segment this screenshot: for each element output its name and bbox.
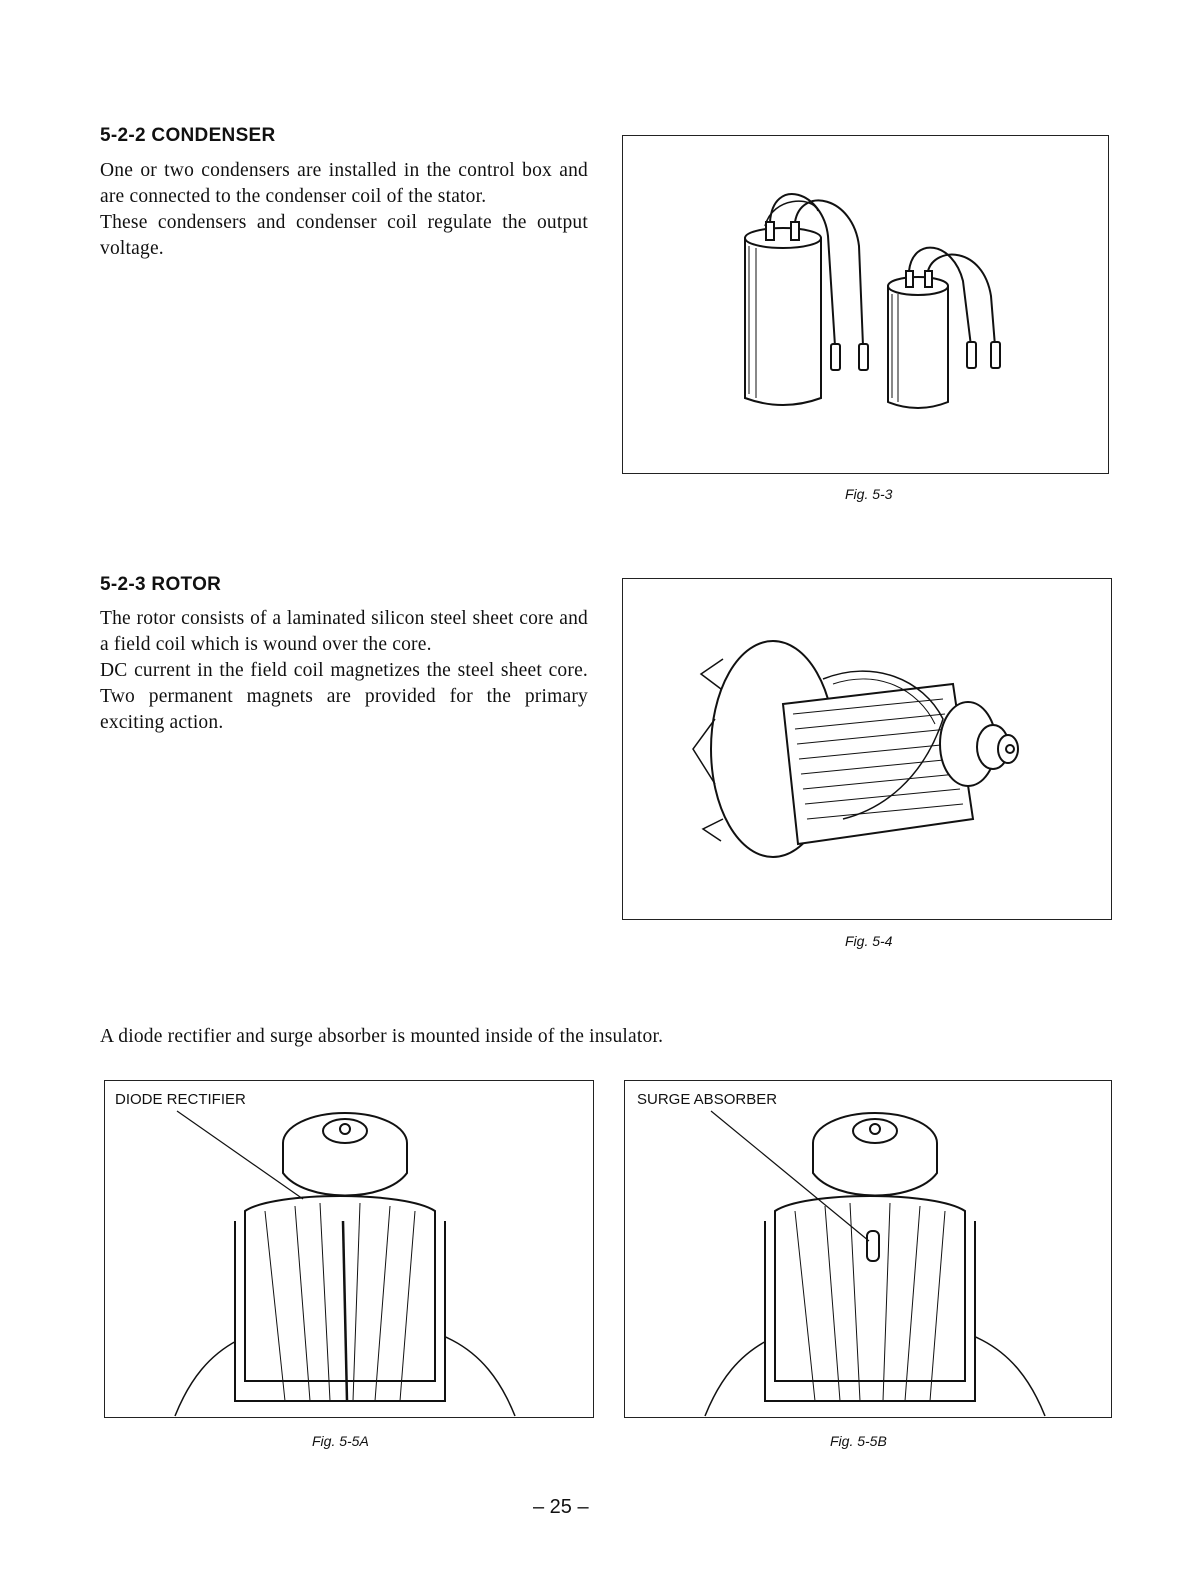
condenser-heading: 5-2-2 CONDENSER bbox=[100, 125, 276, 146]
condenser-paragraph-1: One or two condensers are installed in the control box and are connected to the condenser coil of the stator. bbox=[100, 160, 588, 207]
rotor-paragraph-2: DC current in the field coil magnetizes the steel sheet core. Two permanent magnets are provided for the primary exciting action. bbox=[100, 660, 588, 733]
rotor-paragraph-1: The rotor consists of a laminated silicon steel sheet core and a field coil which is wound over the core. bbox=[100, 608, 588, 655]
figure-diode-rectifier bbox=[104, 1080, 594, 1418]
fig-5-3-caption: Fig. 5-3 bbox=[845, 486, 893, 502]
page-number: – 25 – bbox=[533, 1496, 589, 1518]
rotor-text bbox=[100, 606, 588, 736]
diode-rectifier-note: A diode rectifier and surge absorber is mounted inside of the insulator. bbox=[100, 1026, 664, 1047]
figure-condensers bbox=[622, 135, 1109, 474]
condensers-illustration bbox=[623, 136, 1108, 473]
rotor-illustration bbox=[623, 579, 1111, 919]
rotor-heading: 5-2-3 ROTOR bbox=[100, 574, 222, 595]
fig-5-5b-caption: Fig. 5-5B bbox=[830, 1433, 887, 1449]
condenser-text bbox=[100, 158, 588, 262]
fig-5-4-caption: Fig. 5-4 bbox=[845, 933, 893, 949]
fig-5-5a-caption: Fig. 5-5A bbox=[312, 1433, 369, 1449]
surge-absorber-label: SURGE ABSORBER bbox=[637, 1091, 778, 1108]
figure-rotor bbox=[622, 578, 1112, 920]
diode-rectifier-label: DIODE RECTIFIER bbox=[115, 1091, 246, 1108]
condenser-paragraph-2: These condensers and condenser coil regulate the output voltage. bbox=[100, 212, 588, 259]
surge-absorber-illustration bbox=[625, 1081, 1111, 1417]
figure-surge-absorber bbox=[624, 1080, 1112, 1418]
diode-rectifier-illustration bbox=[105, 1081, 593, 1417]
